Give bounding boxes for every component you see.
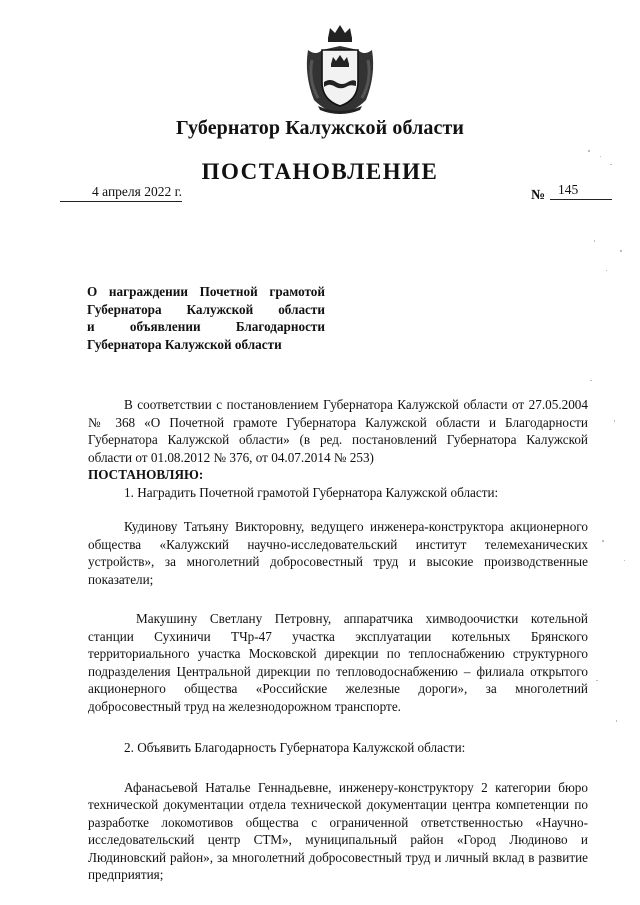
award-paragraph: Кудинову Татьяну Викторовну, ведущего инженера-конструктора акционерного общества «Калужский научно-исследовательский институт телемеханических устройств», за многолетний добросовестный труд и высокие производственные показатели; (88, 519, 588, 587)
item-2-heading: 2. Объявить Благодарность Губернатора Калужской области: (124, 740, 466, 755)
subject-line: О награждении Почетной грамотой (87, 284, 325, 299)
award-paragraph: Макушину Светлану Петровну, аппаратчика химводоочистки котельной станции Сухиничи ТЧр-47 участка эксплуатации котельных Брянского территориального участка Московской дирекции по теплоснабжению структурного подразделения Центральной дирекции по тепловодоснабжению – филиала открытого акционерного общества «Российские железные дороги», за многолетний добросовестный труд на железнодорожном транспорте. (88, 611, 588, 714)
document-number: 145 (550, 182, 612, 200)
document-number-label: № (531, 188, 546, 203)
document-body (88, 396, 588, 884)
document-type-title: ПОСТАНОВЛЕНИЕ (201, 159, 439, 184)
subject-line: и объявлении Благодарности (87, 319, 325, 334)
thanks-paragraph: Афанасьевой Наталье Геннадьевне, инженеру-конструктору 2 категории бюро технической документации отдела технической документации центра компетенции по разработке локомотивов общества с ограниченной ответственностью «Научно-исследовательский центр СТМ», муниципальный район «Город Людиново и Людиновский район», за многолетний добросовестный труд и личный вклад в развитие предприятия; (88, 779, 588, 882)
document-subject (87, 283, 325, 353)
scan-noise (580, 120, 640, 820)
subject-line: Губернатора Калужской области (87, 301, 325, 317)
kaluga-region-coat-of-arms-icon (298, 20, 382, 116)
issuing-authority: Губернатор Калужской области (175, 117, 465, 139)
subject-line: Губернатора Калужской области (87, 336, 282, 352)
decree-word: ПОСТАНОВЛЯЮ: (88, 467, 204, 482)
preamble-paragraph: В соответствии с постановлением Губернатора Калужской области от 27.05.2004 № 368 «О Почетной грамоте Губернатора Калужской области и Благодарности Губернатора Калужской области» (в ред. постановлений Губернатора Калужской области от 01.08.2012 № 376, от 04.07.2014 № 253) (88, 397, 588, 465)
document-date: 4 апреля 2022 г. (60, 184, 182, 202)
item-1-heading: 1. Наградить Почетной грамотой Губернатора Калужской области: (124, 484, 499, 500)
